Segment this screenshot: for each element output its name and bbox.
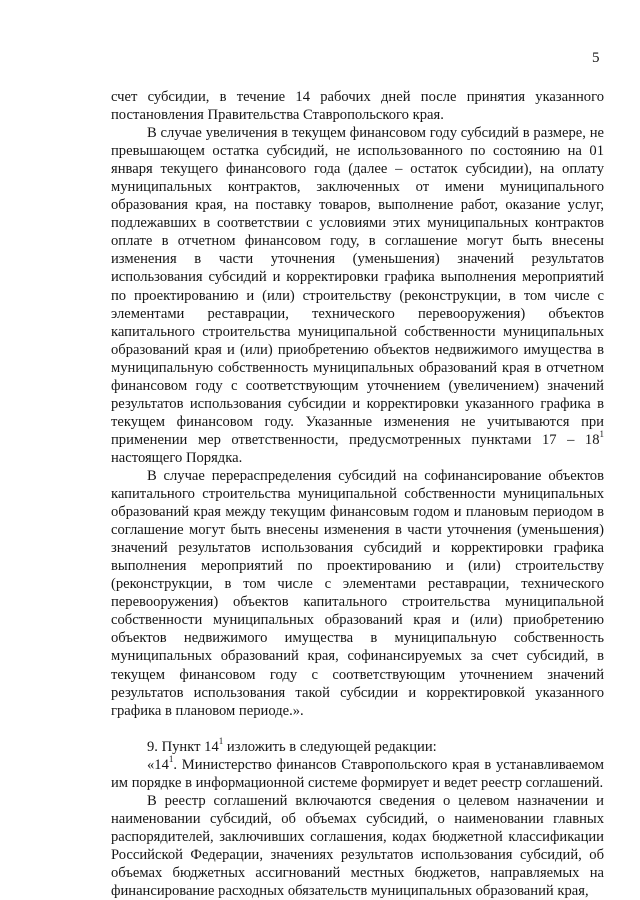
text-run: В реестр соглашений включаются сведения о целевом назначении и наименовании субсидий, об объемах субсидий, о наименовании главных распорядителей, заключивших соглашения, кодах бюджетной классификации Российской Федерации, значениях результатов использования субсидий, об объемах бюджетных ассигнований местных бюджетов, направляемых на финансирование расходных обязательств муниципальных образований края, <box>111 792 604 900</box>
paragraph <box>111 467 604 720</box>
superscript: 1 <box>599 429 604 440</box>
paragraph <box>111 735 604 756</box>
text-run: 9. Пункт 14 <box>147 738 219 755</box>
superscript: 1 <box>168 753 174 764</box>
paragraph <box>111 792 604 900</box>
text-run: В случае перераспределения субсидий на софинансирование объектов капитального строительства муниципальной собственности муниципальных образований края между текущим финансовым годом и плановым периодом в соглашение могут быть внесены изменения в части уточнения (уменьшения) значений результатов использования субсидий и корректировки графика выполнения мероприятий по проектированию и (или) строительству (реконструкции, в том числе с элементами реставрации, технического перевооружения) объектов капитального строительства муниципальной собственности муниципальных образований края и (или) приобретению объектов недвижимого имущества в муниципальную собственность муниципальных образований края, софинансируемых за счет субсидий, в текущем финансовом году с соответствующим уточнением значений результатов использования такой субсидии и корректировкой указанного графика в плановом периоде.». <box>111 467 604 719</box>
text-run: настоящего Порядка. <box>111 449 243 466</box>
document-body <box>111 88 604 900</box>
text-run: . Министерство финансов Ставропольского края в устанавливаемом им порядке в информационной системе формирует и ведет реестр соглашений. <box>111 756 604 791</box>
paragraph <box>111 88 604 124</box>
page-number: 5 <box>592 50 600 66</box>
superscript: 1 <box>218 735 224 746</box>
text-run: счет субсидии, в течение 14 рабочих дней после принятия указанного постановления Правительства Ставропольского края. <box>111 89 604 124</box>
text-run: «14 <box>147 756 169 773</box>
paragraph <box>111 753 604 792</box>
paragraph <box>111 124 604 467</box>
text-run: изложить в следующей редакции: <box>223 738 437 755</box>
text-run: В случае увеличения в текущем финансовом году субсидий в размере, не превышающем остатка субсидий, не использованного по состоянию на 01 января текущего финансового года (далее – остаток субсидии), на оплату муниципальных контрактов, заключенных от имени муниципального образования края, на поставку товаров, выполнение работ, оказание услуг, подлежавших в соответствии с условиями этих муниципальных контрактов оплате в отчетном финансовом году, в соглашение могут быть внесены изменения в части уточнения (уменьшения) значений результатов использования субсидий и корректировки графика выполнения мероприятий по проектированию и (или) строительству (реконструкции, в том числе с элементами реставрации, технического перевооружения) объектов капитального строительства муниципальной собственности муниципальных образований края и (или) приобретению объектов недвижимого имущества в муниципальную собственность муниципальных образований края в отчетном финансовом году с соответствующим уточнением (увеличением) значений результатов использования субсидии и корректировки указанного графика в текущем финансовом году. Указанные изменения не учитываются при применении мер ответственности, предусмотренных пунктами 17 – 18 <box>111 125 604 448</box>
